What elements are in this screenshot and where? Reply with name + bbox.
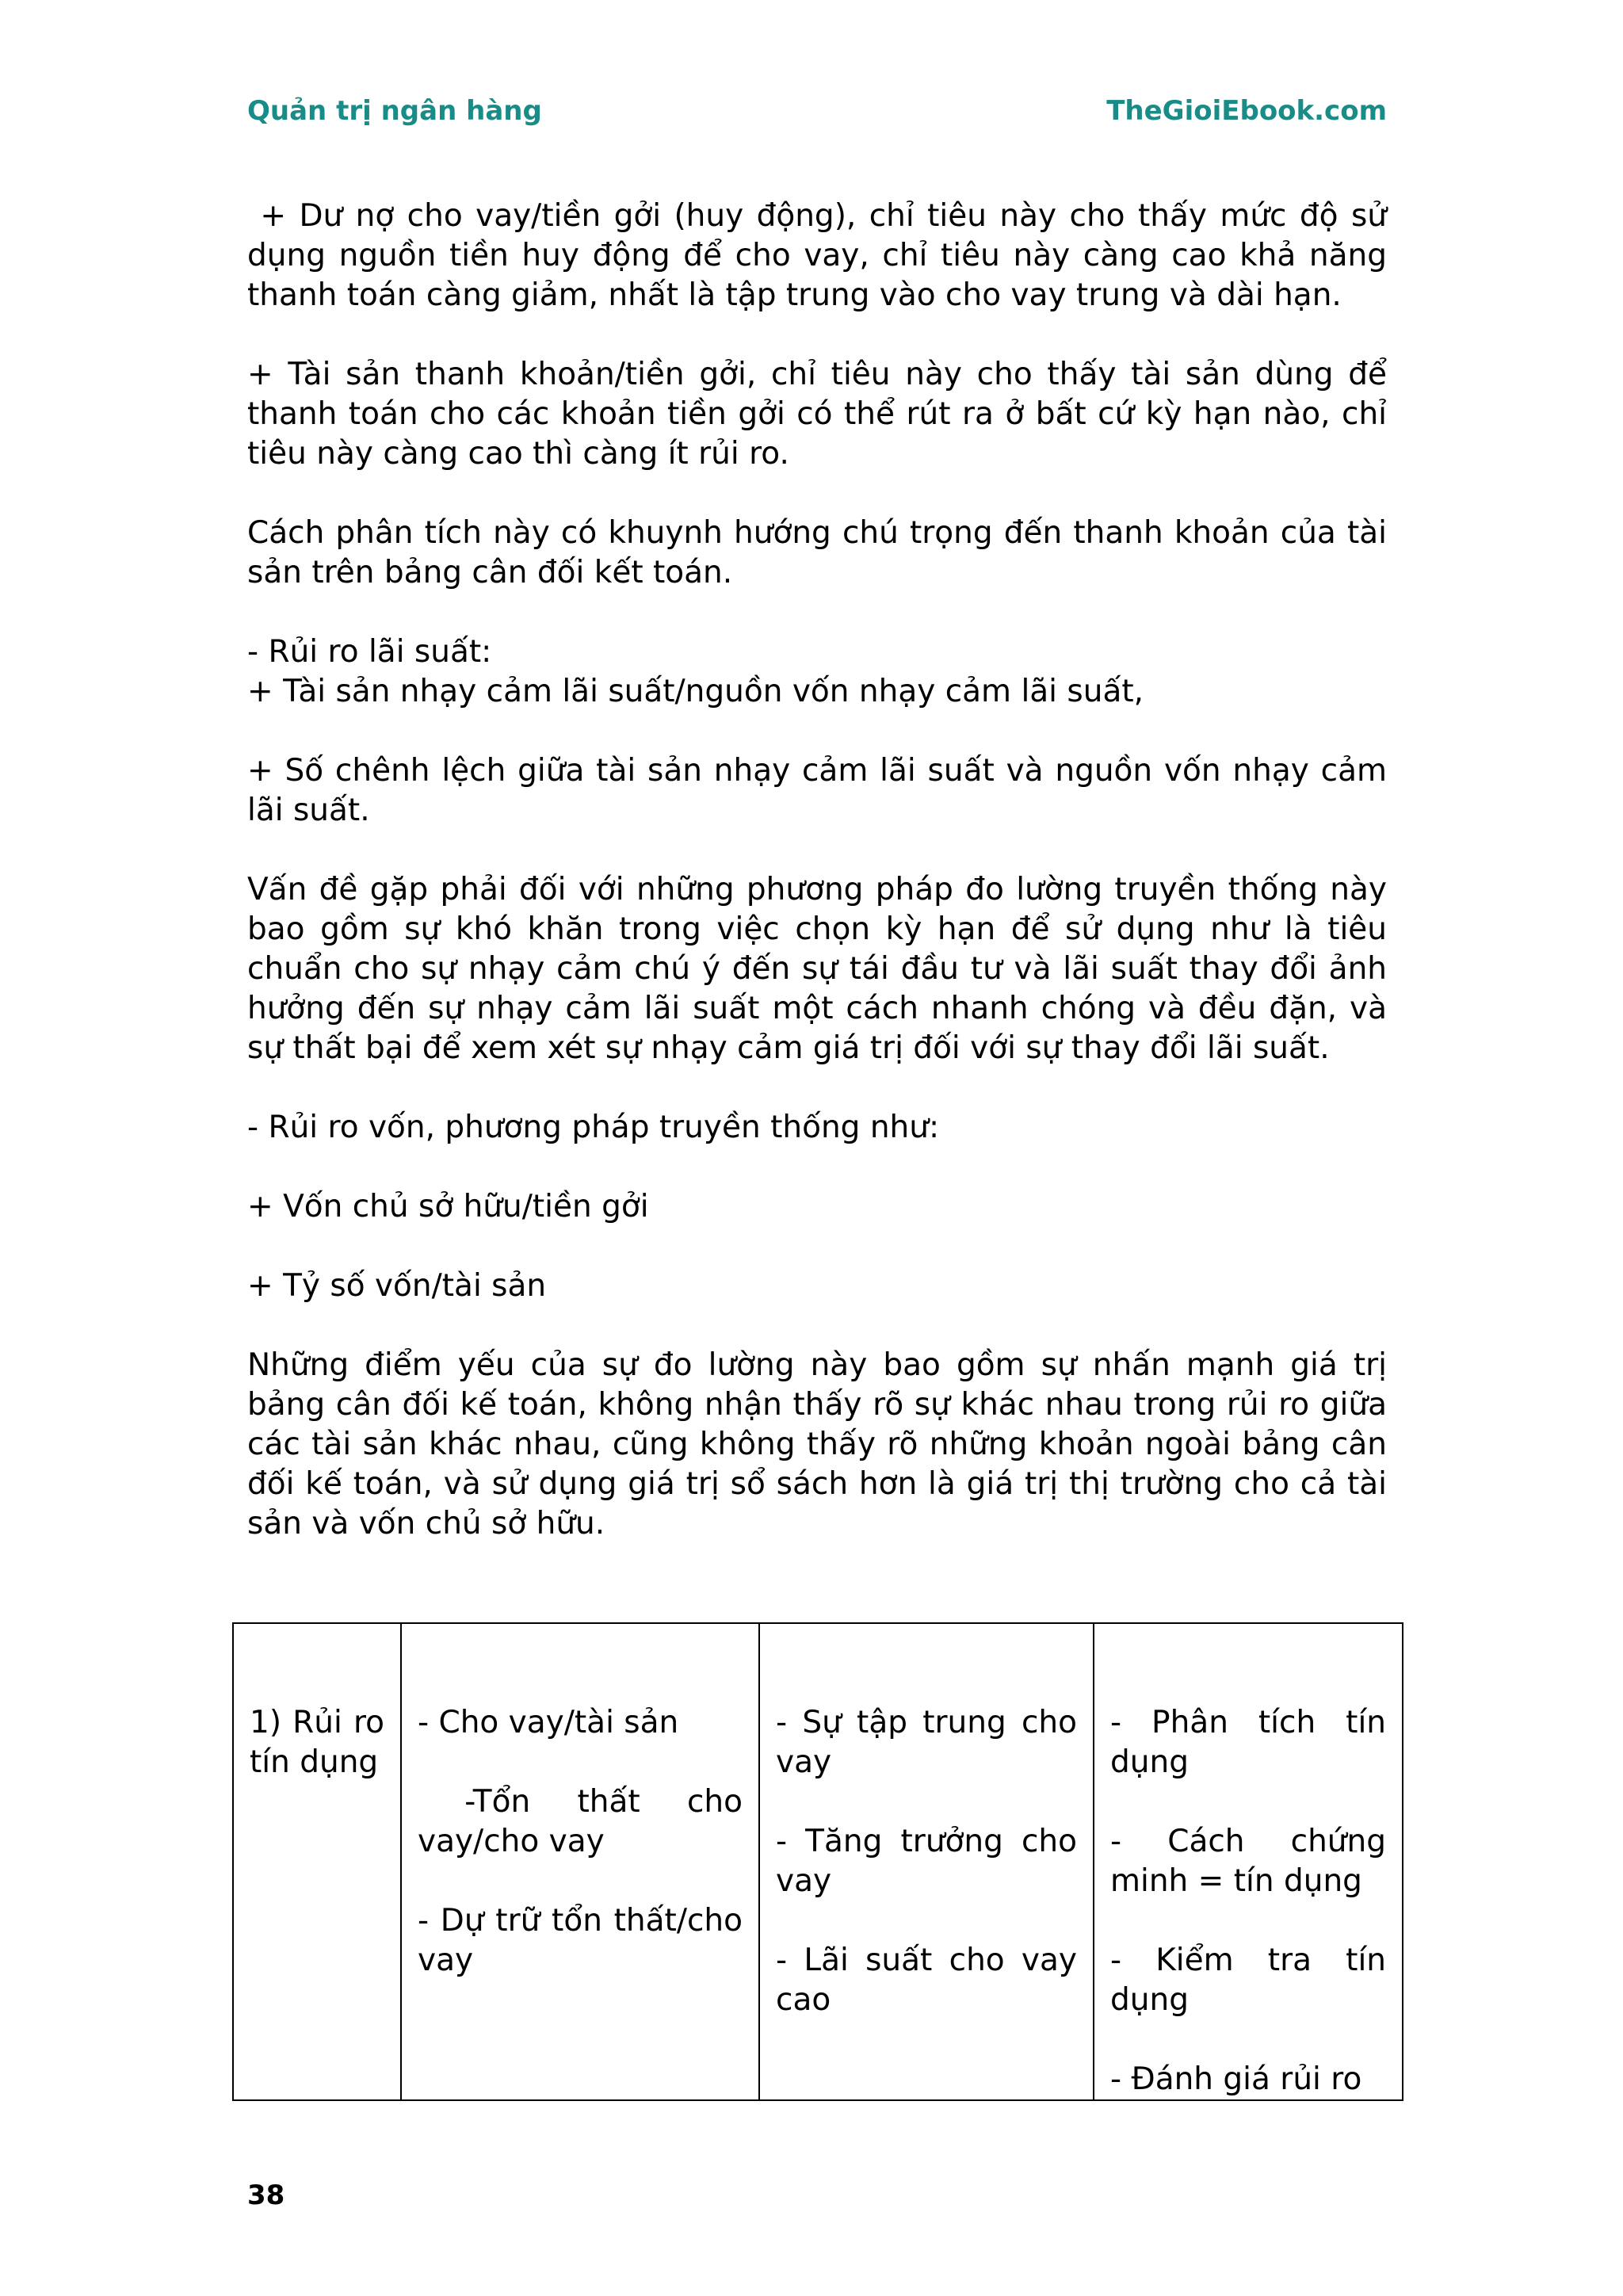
indicator: - Cho vay/tài sản: [418, 1705, 679, 1740]
risk-table: [232, 1622, 1403, 2101]
factor-cell: [759, 1623, 1094, 2100]
paragraph: Những điểm yếu của sự đo lường này bao gồm sự nhấn mạnh giá trị bảng cân đối kế toán, không nhận thấy rõ sự khác nhau trong rủi ro giữa các tài sản khác nhau, cũng không thấy rõ những khoản ngoài bảng cân đối kế toán, và sử dụng giá trị sổ sách hơn là giá trị thị trường cho cả tài sản và vốn chủ sở hữu.: [247, 1347, 1387, 1541]
indicator-cell: [401, 1623, 759, 2100]
paragraph: Vấn đề gặp phải đối với những phương pháp đo lường truyền thống này bao gồm sự khó khăn trong việc chọn kỳ hạn để sử dụng như là tiêu chuẩn cho sự nhạy cảm chú ý đến sự tái đầu tư và lãi suất thay đổi ảnh hưởng đến sự nhạy cảm lãi suất một cách nhanh chóng và đều đặn, và sự thất bại để xem xét sự nhạy cảm giá trị đối với sự thay đổi lãi suất.: [247, 872, 1387, 1066]
paragraph: Cách phân tích này có khuynh hướng chú trọng đến thanh khoản của tài sản trên bảng cân đối kết toán.: [247, 515, 1387, 590]
indicator: - Dự trữ tổn thất/cho vay: [418, 1903, 743, 1978]
factor: - Tăng trưởng cho vay: [776, 1824, 1077, 1899]
body-text: [247, 197, 1397, 1584]
paragraph: + Tài sản thanh khoản/tiền gởi, chỉ tiêu này cho thấy tài sản dùng để thanh toán cho các khoản tiền gởi có thể rút ra ở bất cứ kỳ hạn nào, chỉ tiêu này càng cao thì càng ít rủi ro.: [247, 357, 1387, 472]
paragraph: + Tỷ số vốn/tài sản: [247, 1268, 547, 1304]
measure: - Cách chứng minh = tín dụng: [1110, 1824, 1386, 1899]
factor: - Lãi suất cho vay cao: [776, 1943, 1077, 2018]
measure: - Phân tích tín dụng: [1110, 1705, 1386, 1780]
indicator: -Tổn thất cho vay/cho vay: [418, 1784, 753, 1859]
paragraph: + Vốn chủ sở hữu/tiền gởi: [247, 1189, 649, 1224]
page-number: 38: [247, 2179, 285, 2211]
factor: - Sự tập trung cho vay: [776, 1705, 1077, 1780]
measure-cell: [1094, 1623, 1403, 2100]
paragraph: + Tài sản nhạy cảm lãi suất/nguồn vốn nhạy cảm lãi suất,: [247, 674, 1144, 709]
paragraph: - Rủi ro vốn, phương pháp truyền thống như:: [247, 1110, 940, 1145]
paragraph: - Rủi ro lãi suất:: [247, 634, 492, 670]
page-header: [247, 95, 1387, 135]
measure: - Kiểm tra tín dụng: [1110, 1943, 1386, 2018]
paragraph: + Dư nợ cho vay/tiền gởi (huy động), chỉ tiêu này cho thấy mức độ sử dụng nguồn tiền huy động để cho vay, chỉ tiêu này càng cao khả năng thanh toán càng giảm, nhất là tập trung vào cho vay trung và dài hạn.: [247, 198, 1397, 313]
risk-type: 1) Rủi ro tín dụng: [250, 1705, 384, 1780]
measure: - Đánh giá rủi ro: [1110, 2061, 1362, 2097]
risk-type-cell: [233, 1623, 401, 2100]
table-row: [233, 1623, 1403, 2100]
book-title: Quản trị ngân hàng: [247, 95, 542, 127]
paragraph: + Số chênh lệch giữa tài sản nhạy cảm lãi suất và nguồn vốn nhạy cảm lãi suất.: [247, 753, 1387, 828]
site-name: TheGioiEbook.com: [1106, 95, 1387, 127]
